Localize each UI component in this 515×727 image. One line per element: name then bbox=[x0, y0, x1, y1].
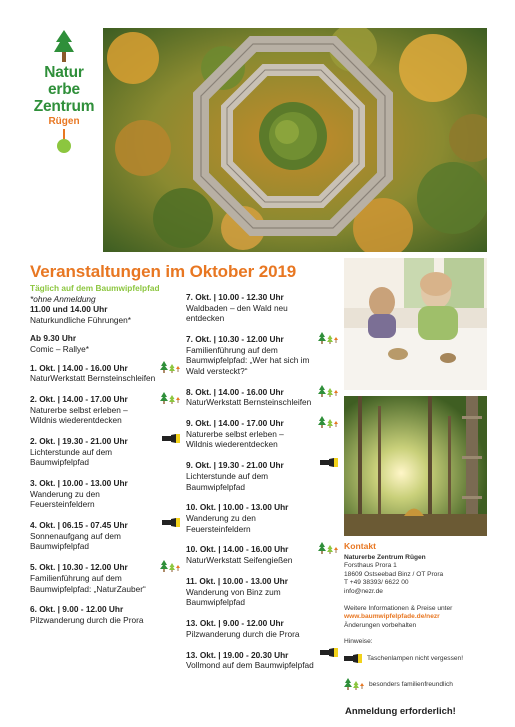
family-friendly-icon bbox=[318, 542, 338, 554]
event-icon bbox=[320, 648, 338, 657]
contact-website-link[interactable]: www.baumwipfelpfade.de/nezr bbox=[344, 613, 440, 621]
event-item bbox=[186, 576, 338, 608]
event-title-line: Baumwipfelpfad bbox=[30, 541, 90, 552]
event-title-line: Sonnenaufgang auf dem bbox=[30, 530, 121, 541]
event-date-time: 2. Okt. | 14.00 - 17.00 Uhr bbox=[30, 394, 128, 405]
event-icon bbox=[162, 434, 180, 443]
event-date-time: 13. Okt. | 9.00 - 12.00 Uhr bbox=[186, 618, 284, 629]
event-icon bbox=[160, 392, 180, 404]
contact-org: Naturerbe Zentrum Rügen bbox=[344, 553, 426, 561]
contact-address-2: 18609 Ostseebad Binz / OT Prora bbox=[344, 570, 444, 578]
logo-word-erbe: erbe bbox=[48, 81, 80, 98]
event-title-line: Familienführung auf dem bbox=[30, 572, 122, 583]
event-date-time: 6. Okt. | 9.00 - 12.00 Uhr bbox=[30, 604, 124, 615]
event-item bbox=[186, 292, 338, 324]
event-title-line: NaturWerkstatt Bernsteinschleifen bbox=[186, 397, 312, 408]
event-item bbox=[186, 418, 338, 450]
event-title-line: entdecken bbox=[186, 313, 225, 324]
flashlight-icon bbox=[162, 434, 180, 443]
contact-address-1: Forsthaus Prora 1 bbox=[344, 562, 397, 570]
family-friendly-icon bbox=[160, 361, 180, 373]
event-item bbox=[30, 436, 180, 468]
event-item bbox=[30, 478, 180, 510]
registration-required-note: Anmeldung erforderlich! bbox=[345, 706, 456, 717]
logo-stem bbox=[63, 129, 65, 139]
event-date-time: 10. Okt. | 14.00 - 16.00 Uhr bbox=[186, 544, 289, 555]
event-date-time: 5. Okt. | 10.30 - 12.00 Uhr bbox=[30, 562, 128, 573]
event-title-line: Wanderung zu den bbox=[186, 512, 256, 523]
tree-icon bbox=[54, 30, 74, 64]
flashlight-icon bbox=[320, 458, 338, 467]
flashlight-icon bbox=[162, 518, 180, 527]
logo-dot bbox=[57, 139, 71, 153]
event-title-line: Wildnis wiederentdecken bbox=[186, 439, 278, 450]
event-icon bbox=[318, 416, 338, 428]
family-friendly-icon bbox=[160, 560, 180, 572]
event-title-line: Lichterstunde auf dem bbox=[186, 470, 269, 481]
daily-section bbox=[30, 283, 180, 363]
hints-title: Hinweise: bbox=[344, 638, 373, 646]
event-title-line: Vollmond auf dem Baumwipfelpfad bbox=[186, 660, 314, 671]
event-icon bbox=[162, 518, 180, 527]
event-title-line: NaturWerkstatt Seifengießen bbox=[186, 555, 293, 566]
family-friendly-icon bbox=[318, 332, 338, 344]
event-title-line: Naturerbe selbst erleben – bbox=[30, 404, 128, 415]
events-list-left bbox=[30, 363, 180, 626]
event-item bbox=[30, 394, 180, 426]
daily-title: Täglich auf dem Baumwipfelpfad bbox=[30, 283, 160, 293]
event-icon bbox=[318, 385, 338, 397]
event-title-line: Baumwipfelpfad bbox=[186, 481, 246, 492]
contact-more-info: Weitere Informationen & Preise unter bbox=[344, 604, 453, 612]
events-column-right bbox=[186, 292, 338, 681]
event-title-line: Wildnis wiederentdecken bbox=[30, 415, 122, 426]
event-title-line: Familienführung auf dem bbox=[186, 344, 278, 355]
legend-torch bbox=[344, 654, 494, 663]
contact-changes: Änderungen vorbehalten bbox=[344, 621, 417, 629]
event-item bbox=[186, 334, 338, 376]
event-date-time: 8. Okt. | 14.00 - 16.00 Uhr bbox=[186, 386, 284, 397]
photo-forest-sunlight bbox=[344, 396, 487, 536]
event-title-line: NaturWerkstatt Bernsteinschleifen bbox=[30, 373, 156, 384]
event-date-time: 2. Okt. | 19.30 - 21.00 Uhr bbox=[30, 436, 128, 447]
daily-note: *ohne Anmeldung bbox=[30, 293, 96, 304]
event-item bbox=[186, 460, 338, 492]
photo-children-workshop bbox=[344, 258, 487, 390]
family-friendly-icon bbox=[318, 416, 338, 428]
logo-word-zentrum: Zentrum bbox=[33, 98, 95, 115]
events-list-right bbox=[186, 292, 338, 671]
contact-email[interactable]: info@nezr.de bbox=[344, 587, 383, 595]
family-friendly-icon bbox=[318, 385, 338, 397]
event-item bbox=[30, 604, 180, 625]
event-item bbox=[186, 618, 338, 639]
event-icon bbox=[318, 332, 338, 344]
event-item bbox=[30, 520, 180, 552]
hero-photo-tower bbox=[103, 28, 487, 252]
contact-phone: T +49 38393/ 6622 00 bbox=[344, 579, 409, 587]
event-title-line: Waldbaden – den Wald neu bbox=[186, 302, 288, 313]
event-item bbox=[30, 562, 180, 594]
contact-title: Kontakt bbox=[344, 541, 376, 551]
daily-desc-2: Comic – Rallye* bbox=[30, 343, 90, 354]
event-title-line: Pilzwanderung durch die Prora bbox=[186, 628, 300, 639]
legend-family bbox=[344, 678, 494, 690]
event-title-line: Baumwipfelpfad bbox=[186, 597, 246, 608]
event-title-line: Naturerbe selbst erleben – bbox=[186, 428, 284, 439]
flashlight-icon bbox=[344, 654, 362, 663]
event-icon bbox=[320, 458, 338, 467]
event-date-time: 7. Okt. | 10.30 - 12.00 Uhr bbox=[186, 334, 284, 345]
event-title-line: Baumwipfelpfad: „Wer hat sich im bbox=[186, 355, 310, 366]
event-title-line: Feuersteinfeldern bbox=[30, 499, 95, 510]
event-title-line: Baumwipfelpfad: „NaturZauber“ bbox=[30, 583, 146, 594]
event-date-time: 9. Okt. | 19.30 - 21.00 Uhr bbox=[186, 460, 284, 471]
events-column-left bbox=[30, 283, 180, 636]
event-icon bbox=[160, 560, 180, 572]
event-icon bbox=[318, 542, 338, 554]
legend-torch-text: Taschenlampen nicht vergessen! bbox=[367, 655, 464, 662]
event-title-line: Wald versteckt?“ bbox=[186, 365, 248, 376]
page-title: Veranstaltungen im Oktober 2019 bbox=[30, 262, 297, 281]
event-item bbox=[30, 363, 180, 384]
event-title-line: Wanderung zu den bbox=[30, 488, 100, 499]
daily-times-2: Ab 9.30 Uhr bbox=[30, 333, 77, 344]
event-date-time: 10. Okt. | 10.00 - 13.00 Uhr bbox=[186, 502, 289, 513]
family-friendly-icon bbox=[160, 392, 180, 404]
family-friendly-icon bbox=[344, 678, 364, 690]
event-date-time: 7. Okt. | 10.00 - 12.30 Uhr bbox=[186, 292, 284, 302]
event-date-time: 11. Okt. | 10.00 - 13.00 Uhr bbox=[186, 575, 288, 586]
flashlight-icon bbox=[320, 648, 338, 657]
contact-section bbox=[344, 542, 494, 647]
logo-word-ruegen: Rügen bbox=[48, 116, 80, 127]
event-title-line: Feuersteinfeldern bbox=[186, 523, 251, 534]
event-item bbox=[186, 650, 338, 671]
event-item bbox=[186, 387, 338, 408]
event-item bbox=[186, 544, 338, 565]
event-date-time: 4. Okt. | 06.15 - 07.45 Uhr bbox=[30, 520, 128, 531]
event-title-line: Wanderung von Binz zum bbox=[186, 586, 281, 597]
event-title-line: Lichterstunde auf dem bbox=[30, 446, 113, 457]
logo-word-natur: Natur bbox=[44, 64, 84, 81]
event-title-line: Pilzwanderung durch die Prora bbox=[30, 615, 144, 626]
event-date-time: 1. Okt. | 14.00 - 16.00 Uhr bbox=[30, 362, 128, 373]
event-date-time: 9. Okt. | 14.00 - 17.00 Uhr bbox=[186, 418, 284, 429]
event-date-time: 3. Okt. | 10.00 - 13.00 Uhr bbox=[30, 478, 128, 489]
daily-times: 11.00 und 14.00 Uhr bbox=[30, 304, 108, 315]
event-icon bbox=[160, 361, 180, 373]
daily-desc: Naturkundliche Führungen* bbox=[30, 314, 132, 325]
event-title-line: Baumwipfelpfad bbox=[30, 457, 90, 468]
event-date-time: 13. Okt. | 19.00 - 20.30 Uhr bbox=[186, 649, 289, 660]
event-item bbox=[186, 502, 338, 534]
legend-family-text: besonders familienfreundlich bbox=[369, 680, 453, 688]
logo bbox=[28, 30, 100, 160]
